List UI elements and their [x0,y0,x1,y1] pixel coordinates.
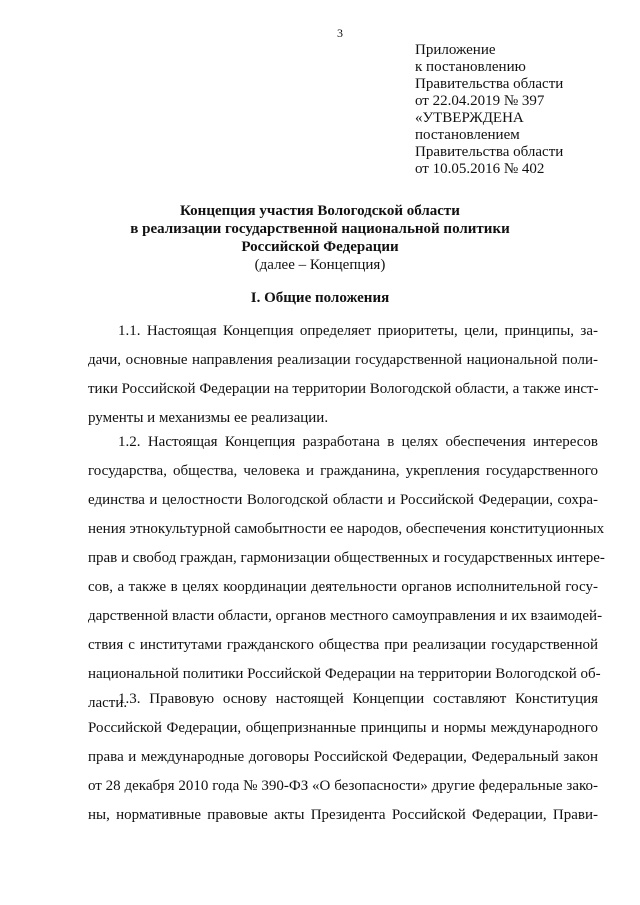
appendix-line: Правительства области [415,76,564,92]
paragraph-1-1 [88,317,598,433]
document-title [0,202,640,274]
paragraph-line: единства и целостности Вологодской области и Российской Федерации, сохра- [88,492,598,508]
paragraph-line: тики Российской Федерации на территории Вологодской области, а также инст- [88,381,599,397]
paragraph-line: рументы и механизмы ее реализации. [88,410,329,426]
paragraph-line: дарственной власти области, органов местного самоуправления и их взаимодей- [88,608,603,624]
page-number: 3 [337,26,343,40]
paragraph-line: нения этнокультурной самобытности ее народов, обеспечения конституционных [88,521,605,537]
appendix-line: «УТВЕРЖДЕНА [415,110,524,126]
paragraph-1-3 [88,685,598,830]
paragraph-line: от 28 декабря 2010 года № 390-ФЗ «О безопасности» другие федеральные зако- [88,778,598,794]
paragraph-line: Российской Федерации, общепризнанные принципы и нормы международного [88,720,598,736]
title-line: Российской Федерации [241,239,399,255]
paragraph-line: дачи, основные направления реализации государственной национальной поли- [88,352,598,368]
section-heading: I. Общие положения [250,290,390,306]
appendix-line: Правительства области [415,144,564,160]
paragraph-line: ласти. [88,695,128,711]
paragraph-line: ны, нормативные правовые акты Президента Российской Федерации, Прави- [88,807,598,823]
paragraph-1-2 [88,428,605,718]
title-note: (далее – Концепция) [254,257,386,273]
paragraph-line: государства, общества, человека и гражданина, укрепления государственного [88,463,598,479]
paragraph-line: прав и свобод граждан, гармонизации общественных и государственных интере- [88,550,605,566]
appendix-line: от 10.05.2016 № 402 [415,161,545,177]
title-line: в реализации государственной национальной политики [130,221,510,237]
paragraph-line: ствия с институтами гражданского общества при реализации государственной [88,637,598,653]
paragraph-line: национальной политики Российской Федерации на территории Вологодской об- [88,666,601,682]
appendix-line: Приложение [415,42,496,58]
appendix-line: от 22.04.2019 № 397 [415,93,545,109]
paragraph-line: 1.2. Настоящая Концепция разработана в целях обеспечения интересов [118,434,598,450]
appendix-line: к постановлению [415,59,526,75]
appendix-approval-block [415,42,615,178]
title-line: Концепция участия Вологодской области [180,203,460,219]
paragraph-line: сов, а также в целях координации деятельности органов исполнительной госу- [88,579,598,595]
paragraph-line: права и международные договоры Российской Федерации, Федеральный закон [88,749,598,765]
paragraph-line: 1.1. Настоящая Концепция определяет приоритеты, цели, принципы, за- [118,323,598,339]
appendix-line: постановлением [415,127,520,143]
paragraph-line: 1.3. Правовую основу настоящей Концепции составляют Конституция [118,691,598,707]
